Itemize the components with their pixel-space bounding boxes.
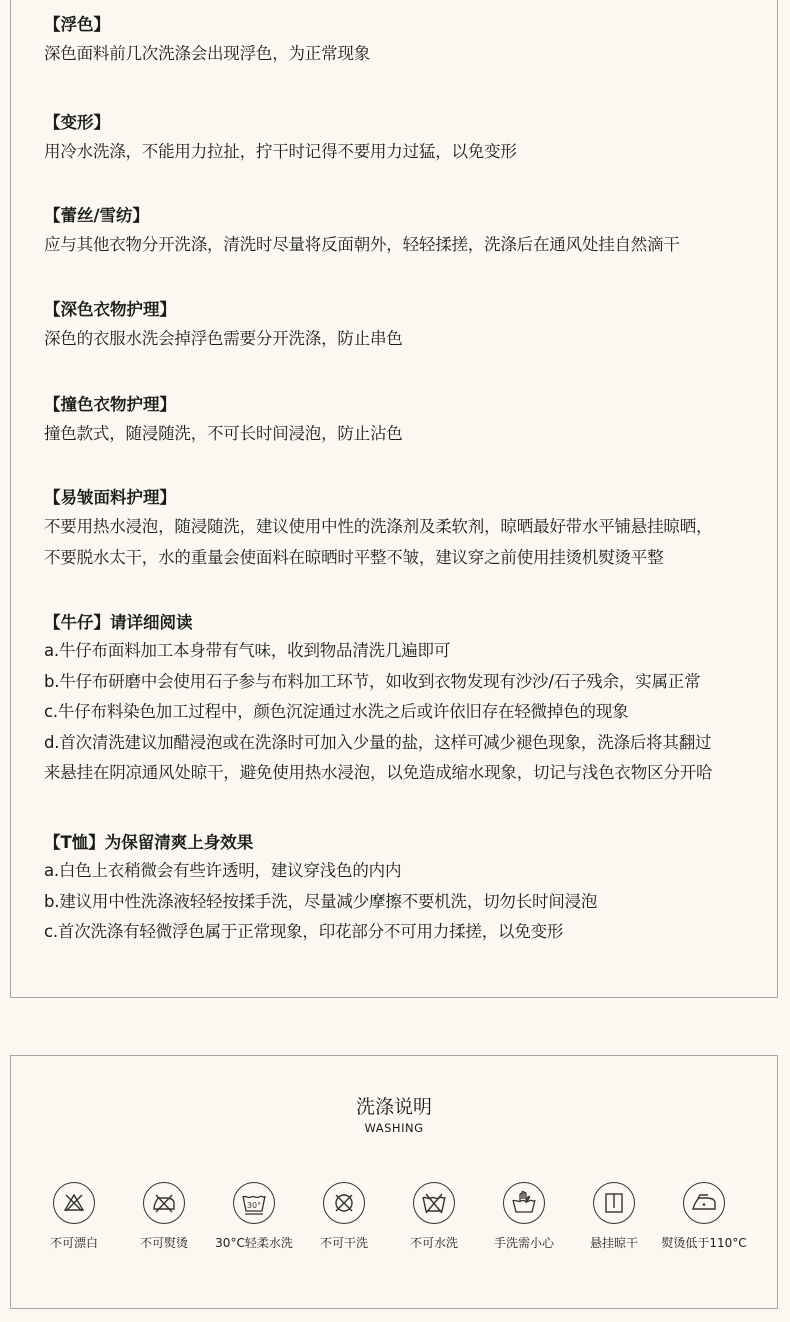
care-symbol-label: 手洗需小心 (493, 1236, 554, 1250)
care-symbol-label: 不可漂白 (49, 1236, 98, 1250)
section-line: b.牛仔布研磨中会使用石子参与布料加工环节，如收到衣物发现有沙沙/石子残余，实属正常 (44, 671, 701, 691)
hang-dry-icon (593, 1182, 635, 1224)
care-symbol-hand-wash (479, 1182, 569, 1251)
section-line: 撞色款式，随浸随洗，不可长时间浸泡，防止沾色 (44, 424, 403, 443)
section-line: 来悬挂在阴凉通风处晾干，避免使用热水浸泡，以免造成缩水现象，切记与浅色衣物区分开哈 (44, 763, 713, 782)
section-line: d.首次清洗建议加醋浸泡或在洗涤时可加入少量的盐，这样可减少褪色现象，洗涤后将其翻过 (44, 732, 712, 752)
section-line: 深色面料前几次洗涤会出现浮色，为正常现象 (44, 44, 371, 63)
care-symbol-iron-low (659, 1182, 749, 1251)
section-line: 不要用热水浸泡，随浸随洗，建议使用中性的洗涤剂及柔软剂，晾晒最好带水平铺悬挂晾晒， (44, 517, 713, 536)
washing-panel (10, 1055, 778, 1309)
section-line: a.牛仔布面料加工本身带有气味，收到物品清洗几遍即可 (44, 641, 451, 660)
washing-subtitle: WASHING (364, 1121, 424, 1135)
section-title: 【易皱面料护理】 (44, 488, 176, 507)
section-line: 用冷水洗涤，不能用力拉扯，拧干时记得不要用力过猛，以免变形 (44, 142, 517, 161)
care-symbol-label: 悬挂晾干 (589, 1236, 638, 1250)
section-line: c.首次洗涤有轻微浮色属于正常现象，印花部分不可用力揉搓，以免变形 (44, 922, 564, 941)
section-denim (44, 610, 712, 789)
no-iron-icon (143, 1182, 185, 1224)
care-symbol-no-wash (389, 1182, 479, 1251)
care-symbol-no-dry-clean (299, 1182, 389, 1251)
care-symbol-label: 不可干洗 (319, 1236, 368, 1250)
section-title: 【撞色衣物护理】 (44, 395, 176, 414)
section-contrast-color (44, 392, 403, 449)
section-line: 不要脱水太干，水的重量会使面料在晾晒时平整不皱，建议穿之前使用挂烫机熨烫平整 (44, 548, 664, 567)
section-lace-chiffon (44, 203, 680, 260)
section-title: 【变形】 (44, 113, 110, 132)
section-dark-clothes (44, 297, 403, 354)
section-line: 应与其他衣物分开洗涤，清洗时尽量将反面朝外，轻轻揉搓，洗涤后在通风处挂自然滴干 (44, 235, 680, 254)
section-line: 深色的衣服水洗会掉浮色需要分开洗涤，防止串色 (44, 329, 403, 348)
care-symbol-no-iron (119, 1182, 209, 1251)
section-title: 【蕾丝/雪纺】 (44, 206, 150, 225)
svg-text:30°: 30° (246, 1201, 262, 1210)
care-symbol-label: 熨烫低于110°C (661, 1236, 747, 1250)
section-title: 【T恤】为保留清爽上身效果 (44, 833, 254, 852)
section-title: 【深色衣物护理】 (44, 300, 176, 319)
section-line: c.牛仔布料染色加工过程中，颜色沉淀通过水洗之后或许依旧存在轻微掉色的现象 (44, 702, 629, 721)
care-symbol-gentle-wash-30 (209, 1182, 299, 1251)
care-symbol-hang-dry (569, 1182, 659, 1251)
no-dry-clean-icon (323, 1182, 365, 1224)
no-bleach-icon (53, 1182, 95, 1224)
care-symbol-label: 不可水洗 (409, 1236, 458, 1250)
care-symbol-label: 不可熨烫 (139, 1236, 188, 1250)
section-wrinkle-prone (44, 485, 712, 573)
hand-wash-icon (503, 1182, 545, 1224)
gentle-wash-30-icon (233, 1182, 275, 1224)
section-line: a.白色上衣稍微会有些许透明，建议穿浅色的内内 (44, 861, 402, 880)
iron-low-icon (683, 1182, 725, 1224)
section-bianxing (44, 110, 517, 167)
section-fuse (44, 12, 370, 69)
care-symbol-label: 30°C轻柔水洗 (215, 1236, 293, 1250)
care-symbol-no-bleach (29, 1182, 119, 1251)
section-title: 【浮色】 (44, 15, 110, 34)
no-wash-icon (413, 1182, 455, 1224)
section-tshirt (44, 830, 597, 948)
washing-title: 洗涤说明 (355, 1096, 432, 1118)
section-title: 【牛仔】请详细阅读 (44, 613, 193, 632)
section-line: b.建议用中性洗涤液轻轻按揉手洗，尽量减少摩擦不要机洗，切勿长时间浸泡 (44, 891, 598, 911)
